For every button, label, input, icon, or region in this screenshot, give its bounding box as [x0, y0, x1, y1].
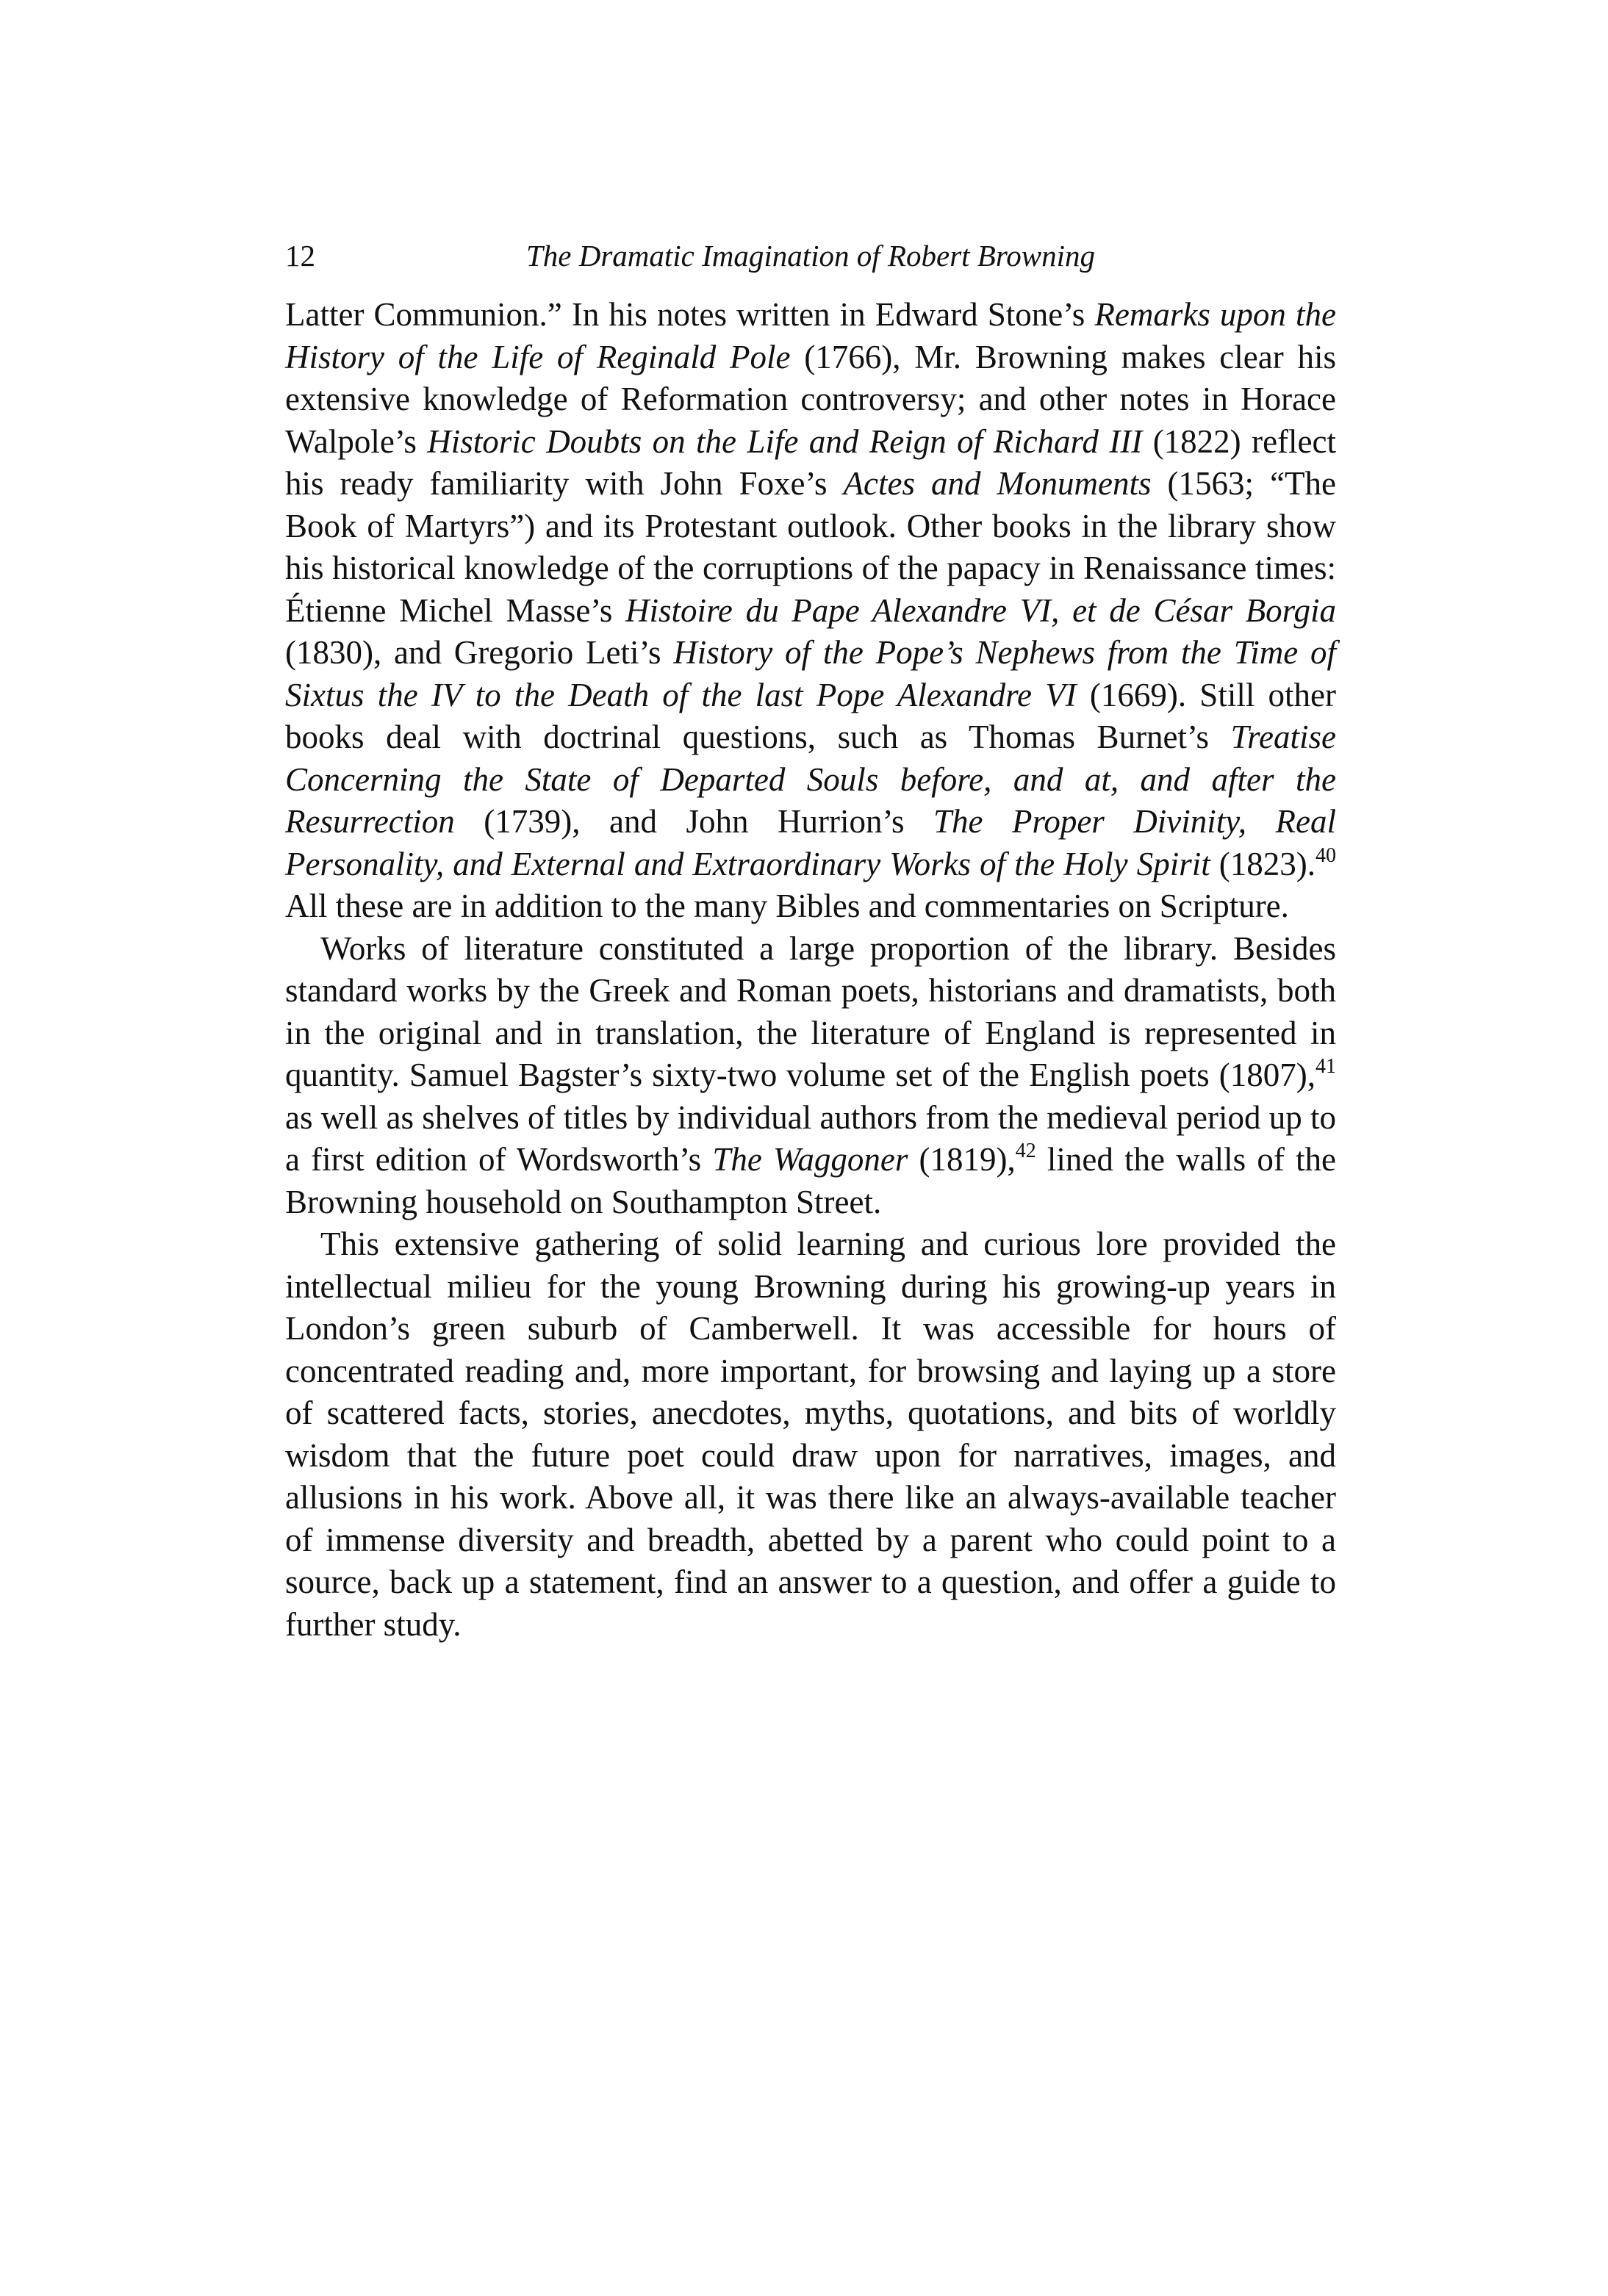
italic-title: History of the Pope’s Nephews from the Time of Sixtus the IV to the Death of the last Pope Alexandre VI: [285, 634, 1336, 713]
footnote-ref: 40: [1316, 843, 1337, 867]
footnote-ref: 42: [1015, 1140, 1036, 1162]
italic-title: Histoire du Pape Alexandre VI, et de César Borgia: [625, 591, 1337, 629]
text-run: (1822) reflect his ready familiarity with John Foxe’s: [285, 422, 1336, 502]
text-run: as well as shelves of titles by individual authors from the medieval period up to a first edition of Wordsworth’s: [285, 1098, 1336, 1178]
footnote-ref: 41: [1316, 1055, 1336, 1078]
text-run: All these are in addition to the many Bibles and commentaries on Scripture.: [285, 888, 1289, 924]
text-run: Works of literature constituted a large proportion of the library. Besides standard works by the Greek and Roman poets, historians and dramatists, both in the original and in translation, the literature of England is represented in quantity. Samuel Bagster’s sixty-two volume set of the English poets (1807),: [285, 929, 1336, 1093]
running-head: [285, 234, 1336, 278]
paragraph-3: [285, 1223, 1336, 1646]
italic-title: The Waggoner: [712, 1141, 908, 1178]
text-run: (1669). Still other books deal with doctrinal questions, such as Thomas Burnet’s: [285, 676, 1336, 755]
text-run: Latter Communion.” In his notes written in Edward Stone’s: [285, 296, 1095, 333]
text-run: This extensive gathering of solid learning and curious lore provided the intellectual milieu for the young Browning during his growing-up years in London’s green suburb of Camberwell. It was accessible for hours of concentrated reading and, more important, for browsing and laying up a store of scattered facts, stories, anecdotes, myths, quotations, and bits of worldly wisdom that the future poet could draw upon for narratives, images, and allusions in his work. Above all, it was there like an always-available teacher of immense diversity and breadth, abetted by a parent who could point to a source, back up a statement, find an answer to a question, and offer a guide to further study.: [285, 1226, 1336, 1643]
text-run: (1819),: [908, 1141, 1016, 1178]
italic-title: Treatise Concerning the State of Departed Souls before, and at, and after the Resurrection: [285, 719, 1336, 840]
text-run: (1823).: [1210, 845, 1316, 882]
paragraph-1: [285, 294, 1336, 928]
italic-title: Actes and Monuments: [843, 465, 1152, 502]
text-run: (1766), Mr. Browning makes clear his extensive knowledge of Reformation controversy; and other notes in Horace Walpole’s: [285, 338, 1337, 460]
paragraph-2: [285, 928, 1336, 1224]
page-number: 12: [285, 239, 315, 273]
italic-title: Remarks upon the History of the Life of Reginald Pole: [285, 296, 1336, 375]
italic-title: The Proper Divinity, Real Personality, and External and Extraordinary Works of the Holy Spirit: [285, 803, 1336, 882]
text-run: (1563; “The Book of Martyrs”) and its Protestant outlook. Other books in the library show his historical knowledge of the corruptions of the papacy in Renaissance times: Étienne Michel Masse’s: [285, 465, 1336, 629]
text-run: lined the walls of the Browning household on Southampton Street.: [285, 1141, 1336, 1220]
body-text: [285, 294, 1336, 1646]
running-title: The Dramatic Imagination of Robert Browning: [525, 239, 1096, 273]
italic-title: Historic Doubts on the Life and Reign of Richard III: [427, 422, 1143, 460]
text-run: (1830), and Gregorio Leti’s: [285, 634, 674, 671]
text-run: (1739), and John Hurrion’s: [454, 803, 933, 840]
